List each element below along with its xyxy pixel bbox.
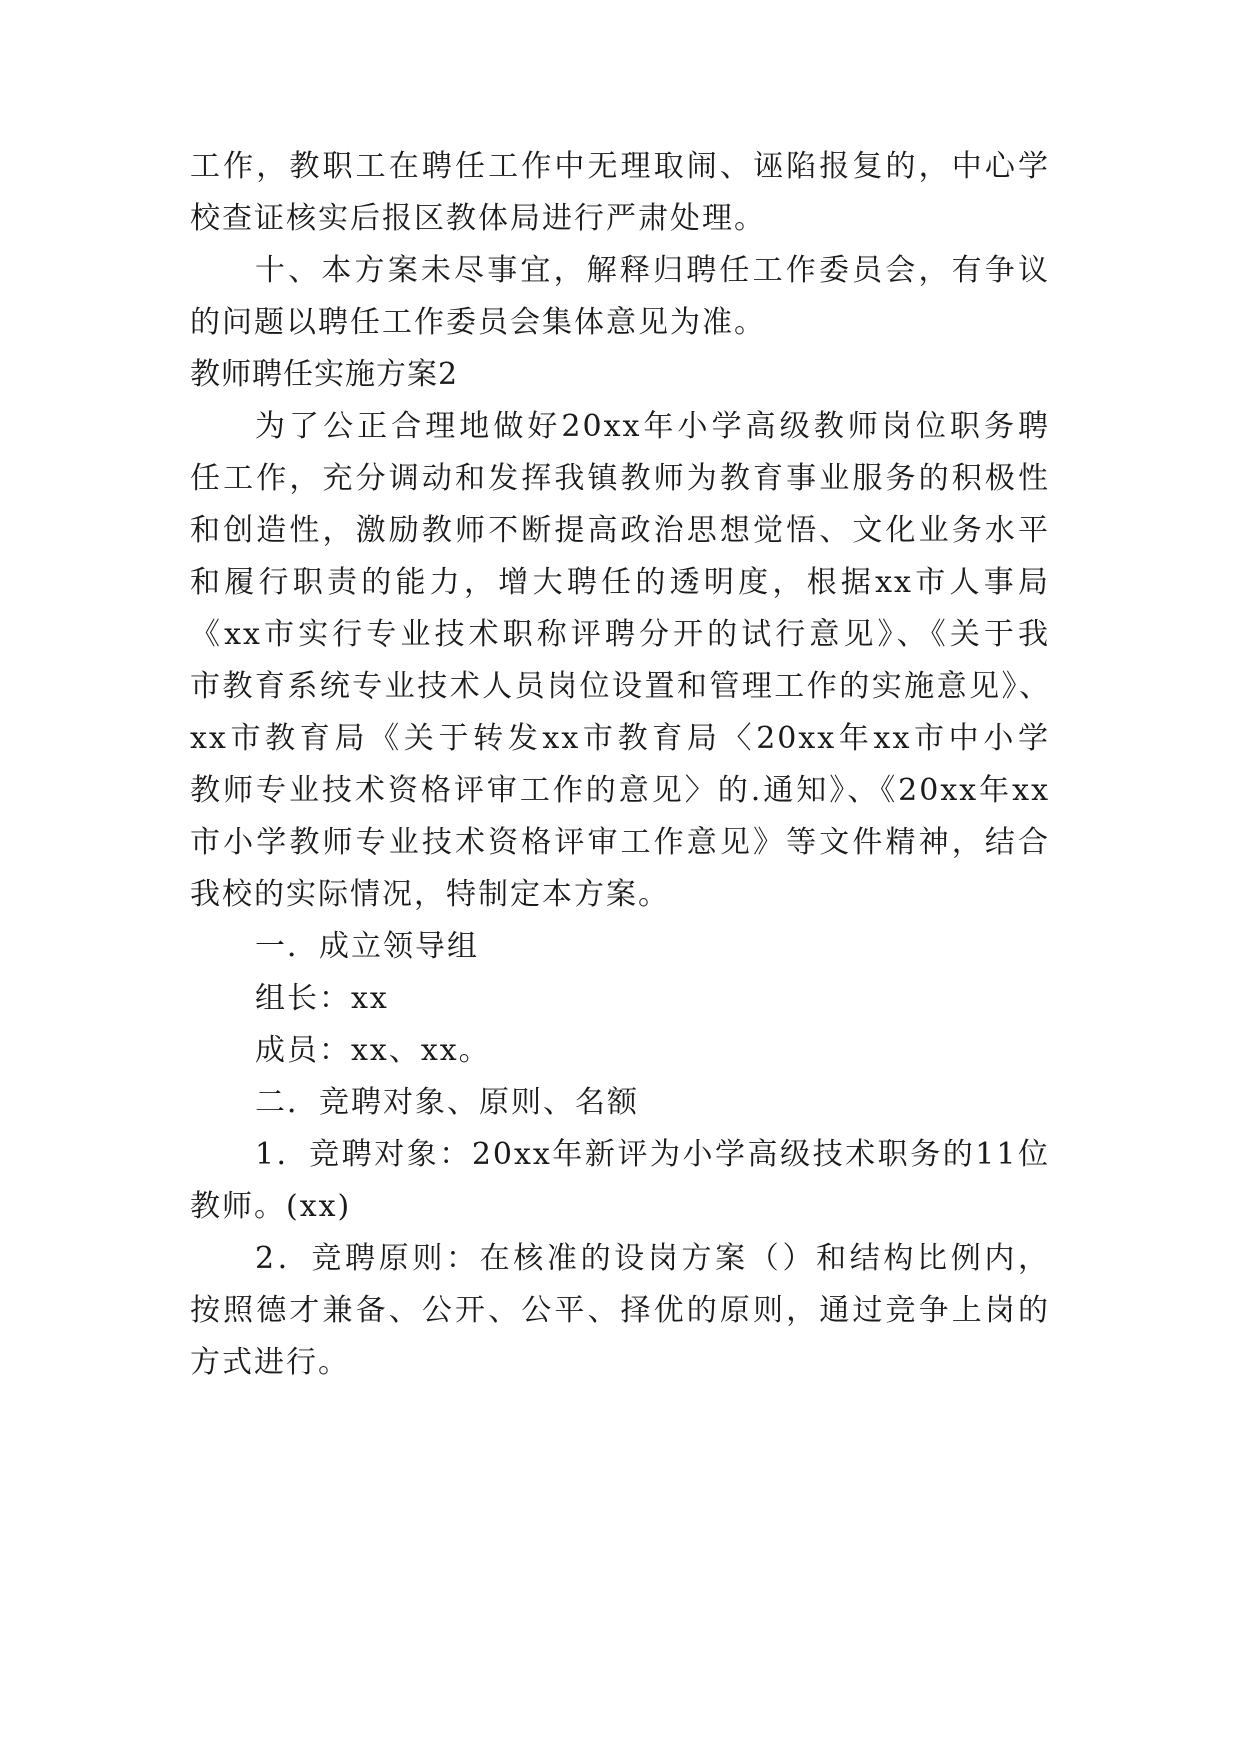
paragraph-line: 按照德才兼备、公开、公平、择优的原则，通过竞争上岗的 <box>190 1293 1050 1328</box>
paragraph-line: 和履行职责的能力，增大聘任的透明度，根据xx市人事局 <box>190 565 1050 600</box>
paragraph-line: 校查证核实后报区教体局进行严肃处理。 <box>190 201 766 236</box>
paragraph-line: 方式进行。 <box>190 1345 350 1380</box>
subheading: 二．竞聘对象、原则、名额 <box>255 1085 639 1120</box>
subheading: 一．成立领导组 <box>255 929 479 964</box>
paragraph-line: 教师。(xx) <box>190 1189 352 1224</box>
paragraph-line: 市小学教师专业技术资格评审工作意见》等文件精神，结合 <box>190 825 1050 860</box>
paragraph-line: 市教育系统专业技术人员岗位设置和管理工作的实施意见》、 <box>190 669 1050 704</box>
paragraph-line: 教师专业技术资格评审工作的意见〉的.通知》、《20xx年xx <box>190 773 1050 808</box>
paragraph-line: 《xx市实行专业技术职称评聘分开的试行意见》、《关于我 <box>190 617 1050 652</box>
paragraph-line: 2．竞聘原则：在核准的设岗方案（）和结构比例内， <box>255 1241 1050 1276</box>
paragraph-line: 的问题以聘任工作委员会集体意见为准。 <box>190 305 766 340</box>
paragraph-line: 工作，教职工在聘任工作中无理取闹、诬陷报复的，中心学 <box>190 149 1050 184</box>
paragraph-line: 为了公正合理地做好20xx年小学高级教师岗位职务聘 <box>255 409 1050 444</box>
leader-line: 组长：xx <box>255 981 389 1016</box>
section-title: 教师聘任实施方案2 <box>190 357 459 392</box>
paragraph-line: 1．竞聘对象：20xx年新评为小学高级技术职务的11位 <box>255 1137 1050 1172</box>
paragraph-line: 我校的实际情况，特制定本方案。 <box>190 877 670 912</box>
paragraph-line: xx市教育局《关于转发xx市教育局〈20xx年xx市中小学 <box>190 721 1050 756</box>
members-line: 成员：xx、xx。 <box>255 1033 491 1068</box>
paragraph-line: 和创造性，激励教师不断提高政治思想觉悟、文化业务水平 <box>190 513 1050 548</box>
paragraph-line: 十、本方案未尽事宜，解释归聘任工作委员会，有争议 <box>255 253 1050 288</box>
paragraph-line: 任工作，充分调动和发挥我镇教师为教育事业服务的积极性 <box>190 461 1050 496</box>
